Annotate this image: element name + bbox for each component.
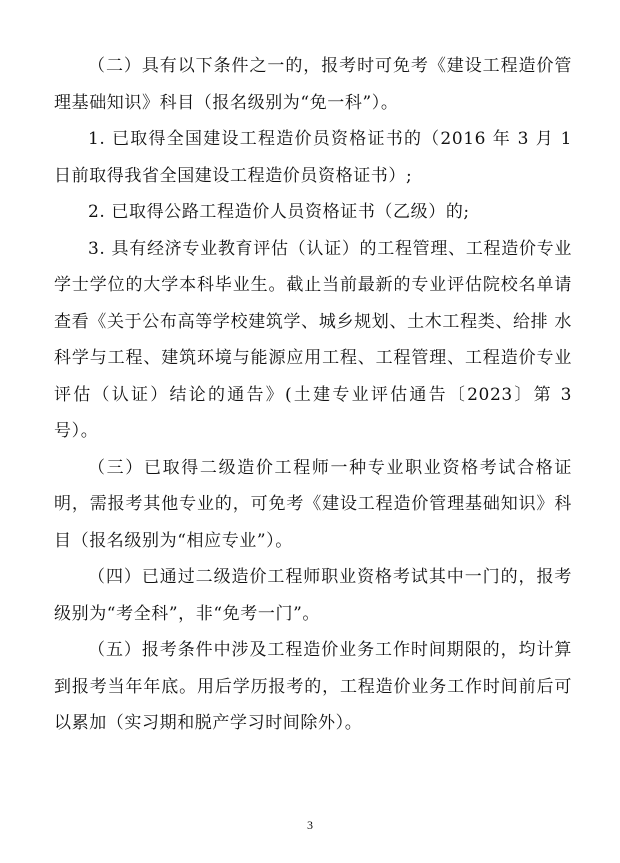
page-number: 3	[307, 818, 313, 832]
paragraph-item-1: 1. 已取得全国建设工程造价员资格证书的（2016 年 3 月 1 日前取得我省全国建设工程造价员资格证书）;	[54, 129, 572, 186]
paragraph-section-4: （四）已通过二级造价工程师职业资格考试其中一门的，报考级别为“考全科”，非“免考一门”。	[54, 567, 572, 624]
paragraph-item-2: 2. 已取得公路工程造价人员资格证书（乙级）的;	[88, 202, 470, 222]
paragraph-exemption-conditions: （二）具有以下条件之一的，报考时可免考《建设工程造价管理基础知识》科目（报名级别为“免一科”）。	[54, 56, 572, 113]
paragraph-section-3: （三）已取得二级造价工程师一种专业职业资格考试合格证明，需报考其他专业的，可免考《建设工程造价管理基础知识》科目（报名级别为“相应专业”）。	[54, 457, 572, 551]
document-body	[54, 48, 572, 742]
paragraph-section-5: （五）报考条件中涉及工程造价业务工作时间期限的，均计算到报考当年年底。用后学历报考的，工程造价业务工作时间前后可以累加（实习期和脱产学习时间除外）。	[54, 640, 572, 733]
paragraph-item-3: 3. 具有经济专业教育评估（认证）的工程管理、工程造价专业学士学位的大学本科毕业生。截止当前最新的专业评估院校名单请查看《关于公布高等学校建筑学、城乡规划、土木工程类、给排 水科学与工程、建筑环境与能源应用工程、工程管理、工程造价专业评估（认证）结论的通告》(土建专业评估通告〔2023〕第 3 号）。	[54, 238, 572, 441]
